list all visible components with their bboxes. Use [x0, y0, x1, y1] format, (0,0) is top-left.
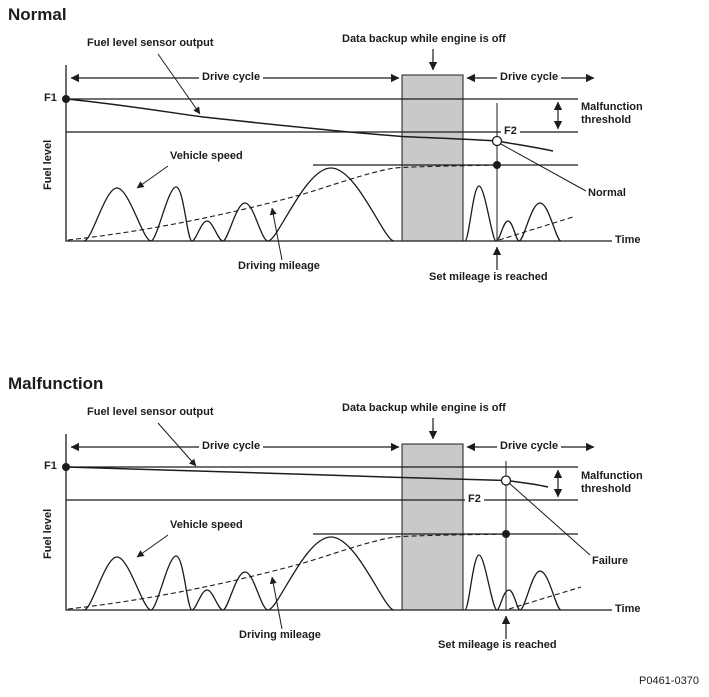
f2-check-point — [502, 476, 511, 485]
vehicle-speed-curve-1 — [84, 537, 394, 610]
sensor-output-label: Fuel level sensor output — [87, 37, 214, 49]
result-leader-line — [509, 483, 590, 555]
driving-mileage-restart — [509, 587, 581, 609]
malfunction-title: Malfunction — [8, 374, 104, 393]
malfunction-threshold-label: Malfunction threshold — [581, 470, 643, 495]
time-axis-label: Time — [615, 234, 641, 246]
result-leader-line — [500, 144, 586, 192]
data-backup-label: Data backup while engine is off — [342, 33, 506, 45]
drive-cycle-left-label: Drive cycle — [199, 71, 263, 84]
f1-point — [62, 463, 70, 471]
set-mileage-label: Set mileage is reached — [429, 271, 548, 283]
driving-mileage-label: Driving mileage — [238, 260, 320, 272]
vehicle-speed-curve-1 — [84, 168, 394, 241]
axes — [66, 434, 612, 610]
f1-point — [62, 95, 70, 103]
malfunction-threshold-label: Malfunction threshold — [581, 101, 643, 126]
data-backup-label: Data backup while engine is off — [342, 402, 506, 414]
vehicle-speed-curve-2 — [465, 186, 561, 241]
f2-label: F2 — [501, 125, 520, 138]
fuel-sensor-curve — [66, 99, 553, 151]
vehicle-speed-label: Vehicle speed — [170, 150, 243, 162]
vehicle-speed-curve-2 — [465, 555, 561, 610]
driving-mileage-label: Driving mileage — [239, 629, 321, 641]
vehicle-speed-leader — [137, 166, 168, 188]
driving-mileage-leader — [272, 577, 282, 629]
set-mileage-label: Set mileage is reached — [438, 639, 557, 651]
data-backup-band — [402, 75, 463, 241]
vehicle-speed-leader — [137, 535, 168, 557]
figure-code: P0461-0370 — [639, 675, 699, 687]
drive-cycle-right-label: Drive cycle — [497, 71, 561, 84]
data-backup-band — [402, 444, 463, 610]
sensor-label-leader — [158, 54, 200, 114]
time-axis-label: Time — [615, 603, 641, 615]
driving-mileage-restart — [499, 217, 573, 240]
f2-label: F2 — [465, 493, 484, 506]
result-label-failure: Failure — [592, 555, 629, 567]
f1-label: F1 — [44, 92, 57, 104]
sensor-label-leader — [158, 423, 196, 466]
driving-mileage-leader — [272, 208, 282, 260]
f1-label: F1 — [44, 460, 57, 472]
sensor-output-label: Fuel level sensor output — [87, 406, 214, 418]
mileage-reached-point — [502, 530, 510, 538]
drive-cycle-right-label: Drive cycle — [497, 440, 561, 453]
vehicle-speed-label: Vehicle speed — [170, 519, 243, 531]
mileage-reached-point — [493, 161, 501, 169]
drive-cycle-left-label: Drive cycle — [199, 440, 263, 453]
fuel-level-axis-label: Fuel level — [42, 139, 54, 190]
fuel-level-axis-label: Fuel level — [42, 508, 54, 559]
normal-title: Normal — [8, 5, 67, 24]
result-label-normal: Normal — [588, 187, 626, 199]
fuel-sensor-curve — [66, 467, 548, 487]
axes — [66, 65, 612, 241]
